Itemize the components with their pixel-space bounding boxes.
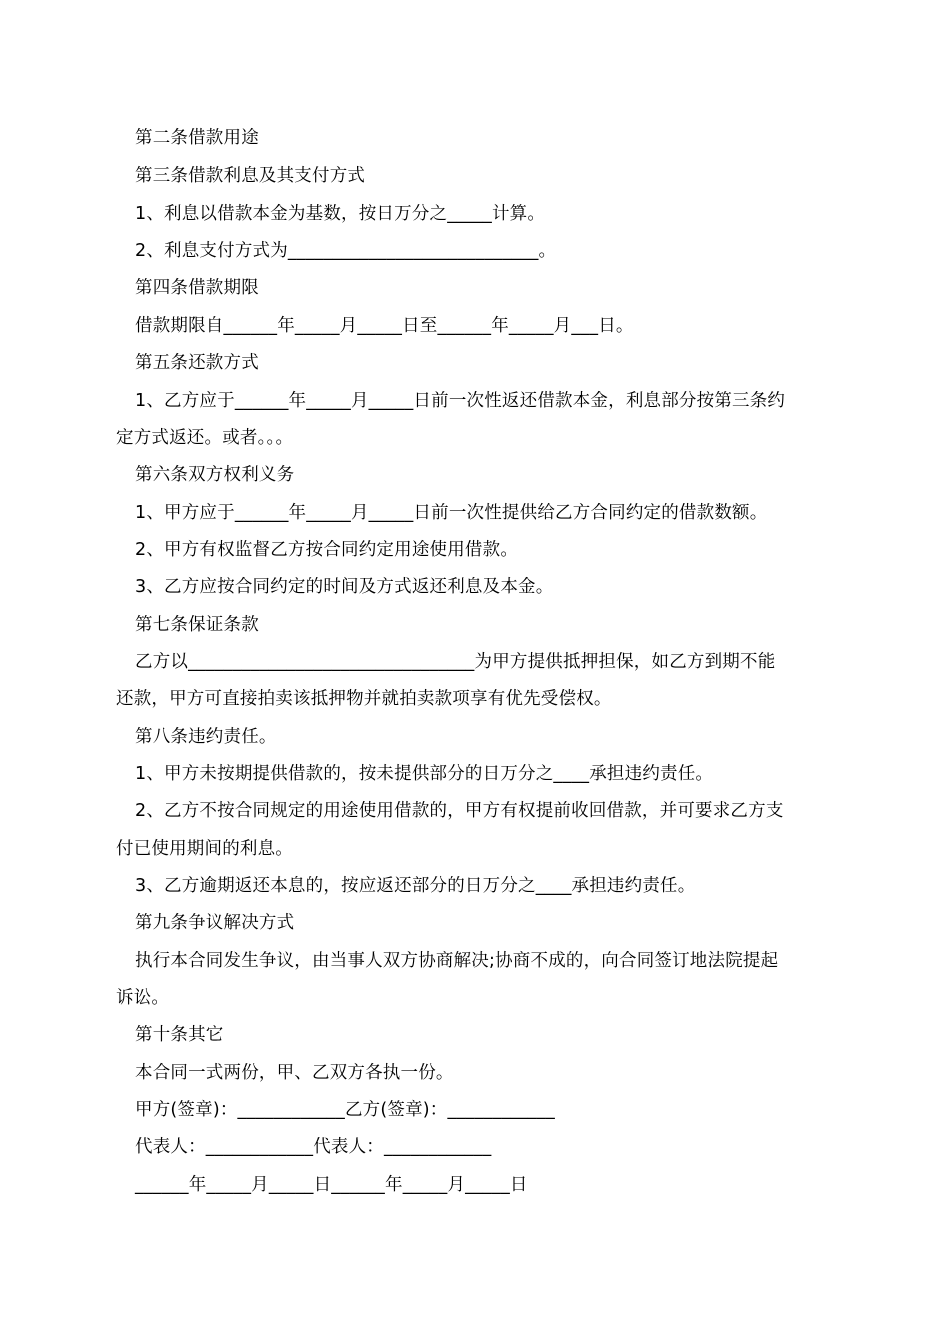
article-8-clause-2-line-2: 付已使用期间的利息。	[116, 839, 293, 859]
signature-date-line: ______年_____月_____日______年_____月_____日	[135, 1175, 528, 1195]
article-7-text-line-2: 还款，甲方可直接拍卖该抵押物并就拍卖款项享有优先受偿权。	[116, 689, 612, 709]
article-9-heading: 第九条争议解决方式	[135, 913, 295, 933]
article-6-clause-2: 2、甲方有权监督乙方按合同约定用途使用借款。	[135, 540, 519, 560]
article-5-clause-1-line-1: 1、乙方应于______年_____月_____日前一次性返还借款本金，利息部分按第三条约	[135, 391, 786, 411]
article-8-heading: 第八条违约责任。	[135, 727, 277, 747]
article-3-clause-1: 1、利息以借款本金为基数，按日万分之_____计算。	[135, 204, 546, 224]
article-6-heading: 第六条双方权利义务	[135, 465, 295, 485]
article-3-clause-2: 2、利息支付方式为____________________________。	[135, 241, 557, 261]
article-5-heading: 第五条还款方式	[135, 353, 259, 373]
article-9-text-line-2: 诉讼。	[116, 988, 170, 1008]
article-9-text-line-1: 执行本合同发生争议，由当事人双方协商解决;协商不成的，向合同签订地法院提起	[135, 951, 779, 971]
article-5-clause-1-line-2: 定方式返还。或者。。。	[116, 428, 294, 448]
article-10-text: 本合同一式两份，甲、乙双方各执一份。	[135, 1063, 454, 1083]
article-4-heading: 第四条借款期限	[135, 278, 259, 298]
article-8-clause-3: 3、乙方逾期返还本息的，按应返还部分的日万分之____承担违约责任。	[135, 876, 696, 896]
article-6-clause-3: 3、乙方应按合同约定的时间及方式返还利息及本金。	[135, 577, 554, 597]
article-4-text: 借款期限自______年_____月_____日至______年_____月___日。	[135, 316, 634, 336]
article-8-clause-1: 1、甲方未按期提供借款的，按未提供部分的日万分之____承担违约责任。	[135, 764, 714, 784]
article-10-heading: 第十条其它	[135, 1025, 224, 1045]
article-7-heading: 第七条保证条款	[135, 615, 259, 635]
article-3-heading: 第三条借款利息及其支付方式	[135, 166, 366, 186]
article-2-heading: 第二条借款用途	[135, 128, 259, 148]
article-6-clause-1: 1、甲方应于______年_____月_____日前一次性提供给乙方合同约定的借款数额。	[135, 503, 768, 523]
article-8-clause-2-line-1: 2、乙方不按合同规定的用途使用借款的，甲方有权提前收回借款，并可要求乙方支	[135, 801, 784, 821]
article-7-text-line-1: 乙方以________________________________为甲方提供抵押担保，如乙方到期不能	[135, 652, 776, 672]
signature-party-line: 甲方(签章)：____________乙方(签章)：____________	[135, 1100, 555, 1120]
representative-line: 代表人：____________代表人：____________	[135, 1137, 492, 1157]
